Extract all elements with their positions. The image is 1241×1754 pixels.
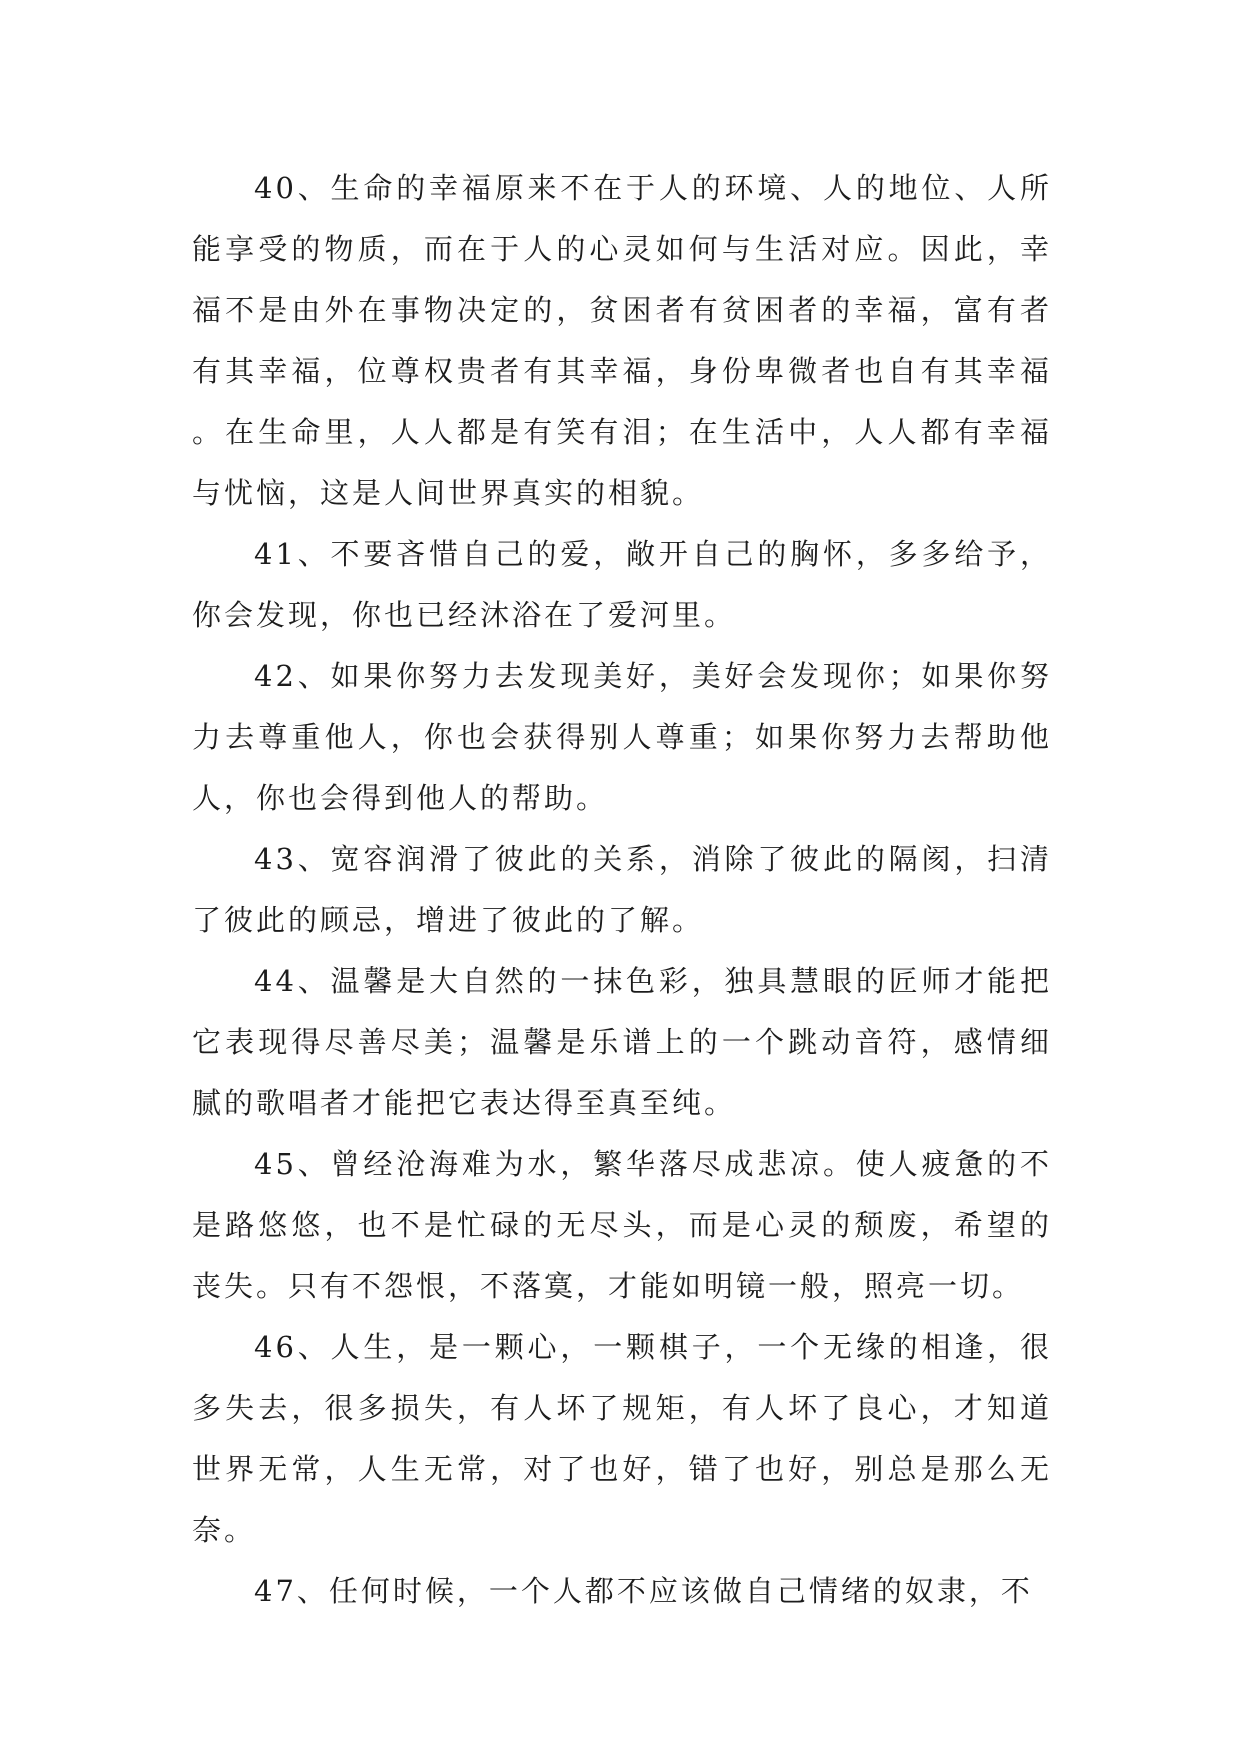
paragraph-42: 42、如果你努力去发现美好，美好会发现你；如果你努力去尊重他人，你也会获得别人尊重；如果你努力去帮助他人，你也会得到他人的帮助。 [192, 659, 1052, 815]
paragraph-46: 46、人生，是一颗心，一颗棋子，一个无缘的相逢，很多失去，很多损失，有人坏了规矩，有人坏了良心，才知道世界无常，人生无常，对了也好，错了也好，别总是那么无奈。 [192, 1330, 1052, 1547]
paragraph-43: 43、宽容润滑了彼此的关系，消除了彼此的隔阂，扫清了彼此的顾忌，增进了彼此的了解。 [192, 842, 1052, 937]
paragraph-40: 40、生命的幸福原来不在于人的环境、人的地位、人所能享受的物质，而在于人的心灵如何与生活对应。因此，幸福不是由外在事物决定的，贫困者有贫困者的幸福，富有者有其幸福，位尊权贵者有其幸福，身份卑微者也自有其幸福。在生命里，人人都是有笑有泪；在生活中，人人都有幸福与忧恼，这是人间世界真实的相貌。 [192, 171, 1052, 510]
paragraph-41: 41、不要吝惜自己的爱，敞开自己的胸怀，多多给予，你会发现，你也已经沐浴在了爱河里。 [192, 537, 1052, 632]
paragraph-45: 45、曾经沧海难为水，繁华落尽成悲凉。使人疲惫的不是路悠悠，也不是忙碌的无尽头，而是心灵的颓废，希望的丧失。只有不怨恨，不落寞，才能如明镜一般，照亮一切。 [192, 1147, 1052, 1303]
paragraph-47: 47、任何时候，一个人都不应该做自己情绪的奴隶，不 [254, 1574, 1033, 1608]
document-body [192, 158, 1052, 1622]
paragraph-44: 44、温馨是大自然的一抹色彩，独具慧眼的匠师才能把它表现得尽善尽美；温馨是乐谱上的一个跳动音符，感情细腻的歌唱者才能把它表达得至真至纯。 [192, 964, 1052, 1120]
